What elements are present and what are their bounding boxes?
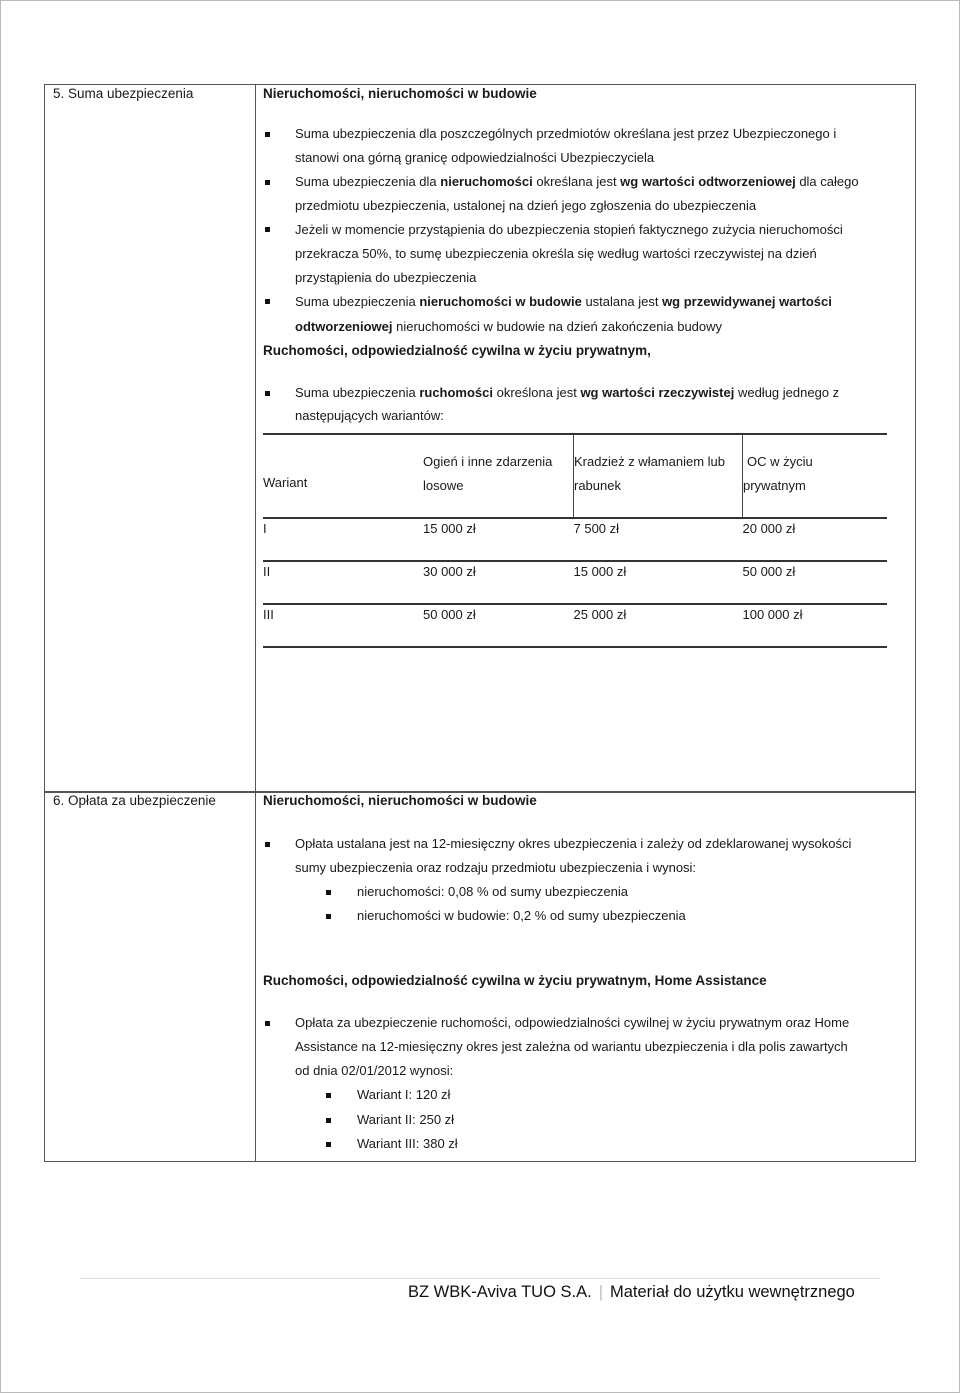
table-header-row bbox=[263, 434, 887, 518]
section-6-heading: Nieruchomości, nieruchomości w budowie bbox=[263, 793, 537, 808]
s6-variant-fee: Wariant III: 380 zł bbox=[357, 1136, 458, 1151]
s6-sub-item: nieruchomości: 0,08 % od sumy ubezpieczenia bbox=[357, 884, 628, 899]
row-fire: 30 000 zł bbox=[423, 561, 574, 604]
bullet-icon bbox=[326, 1093, 331, 1098]
variants-table bbox=[263, 433, 887, 648]
section-6-title: 6. Opłata za ubezpieczenie bbox=[53, 793, 216, 808]
header-variant: Wariant bbox=[263, 434, 423, 518]
bullet-icon bbox=[265, 132, 270, 137]
s6-variant-fee: Wariant I: 120 zł bbox=[357, 1087, 451, 1102]
section-5-sum-insured bbox=[44, 84, 916, 793]
header-theft: Kradzież z włamaniem lub rabunek bbox=[574, 434, 743, 518]
s6-bullet1-line1: Opłata ustalana jest na 12-miesięczny okres ubezpieczenia i zależy od zdeklarowanej wysokości bbox=[295, 836, 852, 851]
footer-separator: | bbox=[598, 1283, 603, 1301]
s5-bullet3-line2: przekracza 50%, to sumę ubezpieczenia określa się według wartości rzeczywistej na dzień bbox=[295, 246, 817, 261]
column-divider bbox=[255, 792, 256, 1161]
s5-bullet4-line1: Suma ubezpieczenia nieruchomości w budowie ustalana jest wg przewidywanej wartości bbox=[295, 294, 832, 309]
s6-sub-item: nieruchomości w budowie: 0,2 % od sumy ubezpieczenia bbox=[357, 908, 686, 923]
header-oc: OC w życiu prywatnym bbox=[743, 434, 888, 518]
section-5-title: 5. Suma ubezpieczenia bbox=[53, 86, 194, 101]
table-row bbox=[263, 561, 887, 604]
s5-bullet4-line2: odtworzeniowej nieruchomości w budowie na dzień zakończenia budowy bbox=[295, 319, 723, 334]
s6-bullet2-line1: Opłata za ubezpieczenie ruchomości, odpowiedzialności cywilnej w życiu prywatnym oraz Home bbox=[295, 1015, 850, 1030]
bullet-icon bbox=[326, 1142, 331, 1147]
bullet-icon bbox=[326, 890, 331, 895]
bullet-icon bbox=[265, 227, 270, 232]
s5-bullet2-line2: przedmiotu ubezpieczenia, ustalonej na dzień jego zgłoszenia do ubezpieczenia bbox=[295, 198, 757, 213]
row-variant: III bbox=[263, 604, 423, 647]
row-oc: 20 000 zł bbox=[743, 518, 888, 561]
row-theft: 15 000 zł bbox=[574, 561, 743, 604]
row-variant: I bbox=[263, 518, 423, 561]
row-variant: II bbox=[263, 561, 423, 604]
s5-bullet5-line2: następujących wariantów: bbox=[295, 408, 444, 423]
row-fire: 50 000 zł bbox=[423, 604, 574, 647]
row-theft: 7 500 zł bbox=[574, 518, 743, 561]
bullet-icon bbox=[265, 842, 270, 847]
footer bbox=[408, 1283, 855, 1302]
column-divider bbox=[255, 85, 256, 792]
bullet-icon bbox=[265, 1021, 270, 1026]
s6-bullet2-line3: od dnia 02/01/2012 wynosi: bbox=[295, 1063, 454, 1078]
row-oc: 100 000 zł bbox=[743, 604, 888, 647]
bullet-icon bbox=[326, 1118, 331, 1123]
table-row bbox=[263, 604, 887, 647]
section-5-heading: Nieruchomości, nieruchomości w budowie bbox=[263, 86, 537, 101]
s6-bullet1-line2: sumy ubezpieczenia oraz rodzaju przedmiotu ubezpieczenia i wynosi: bbox=[295, 860, 697, 875]
header-fire: Ogień i inne zdarzenia losowe bbox=[423, 434, 574, 518]
row-theft: 25 000 zł bbox=[574, 604, 743, 647]
footer-divider bbox=[80, 1278, 880, 1279]
bullet-icon bbox=[326, 914, 331, 919]
s6-variant-fee: Wariant II: 250 zł bbox=[357, 1112, 455, 1127]
row-fire: 15 000 zł bbox=[423, 518, 574, 561]
bullet-icon bbox=[265, 391, 270, 396]
bullet-icon bbox=[265, 299, 270, 304]
s5-bullet5-line1: Suma ubezpieczenia ruchomości określona jest wg wartości rzeczywistej według jednego z bbox=[295, 385, 840, 400]
footer-company: BZ WBK-Aviva TUO S.A. bbox=[408, 1283, 592, 1301]
table-row bbox=[263, 518, 887, 561]
s5-bullet3-line1: Jeżeli w momencie przystąpienia do ubezpieczenia stopień faktycznego zużycia nieruchomości bbox=[295, 222, 843, 237]
s5-bullet1-line2: stanowi ona górną granicę odpowiedzialności Ubezpieczyciela bbox=[295, 150, 655, 165]
footer-note: Materiał do użytku wewnętrznego bbox=[609, 1283, 855, 1301]
section-6-premium bbox=[44, 791, 916, 1162]
row-oc: 50 000 zł bbox=[743, 561, 888, 604]
s5-bullet2-line1: Suma ubezpieczenia dla nieruchomości określana jest wg wartości odtworzeniowej dla całego bbox=[295, 174, 859, 189]
s5-movables-heading: Ruchomości, odpowiedzialność cywilna w życiu prywatnym, bbox=[263, 343, 651, 358]
s6-movables-heading: Ruchomości, odpowiedzialność cywilna w życiu prywatnym, Home Assistance bbox=[263, 973, 767, 988]
s6-bullet2-line2: Assistance na 12-miesięczny okres jest zależna od wariantu ubezpieczenia i dla polis zawartych bbox=[295, 1039, 848, 1054]
s5-bullet3-line3: przystąpienia do ubezpieczenia bbox=[295, 270, 477, 285]
s5-bullet1-line1: Suma ubezpieczenia dla poszczególnych przedmiotów określana jest przez Ubezpieczonego i bbox=[295, 126, 837, 141]
bullet-icon bbox=[265, 180, 270, 185]
